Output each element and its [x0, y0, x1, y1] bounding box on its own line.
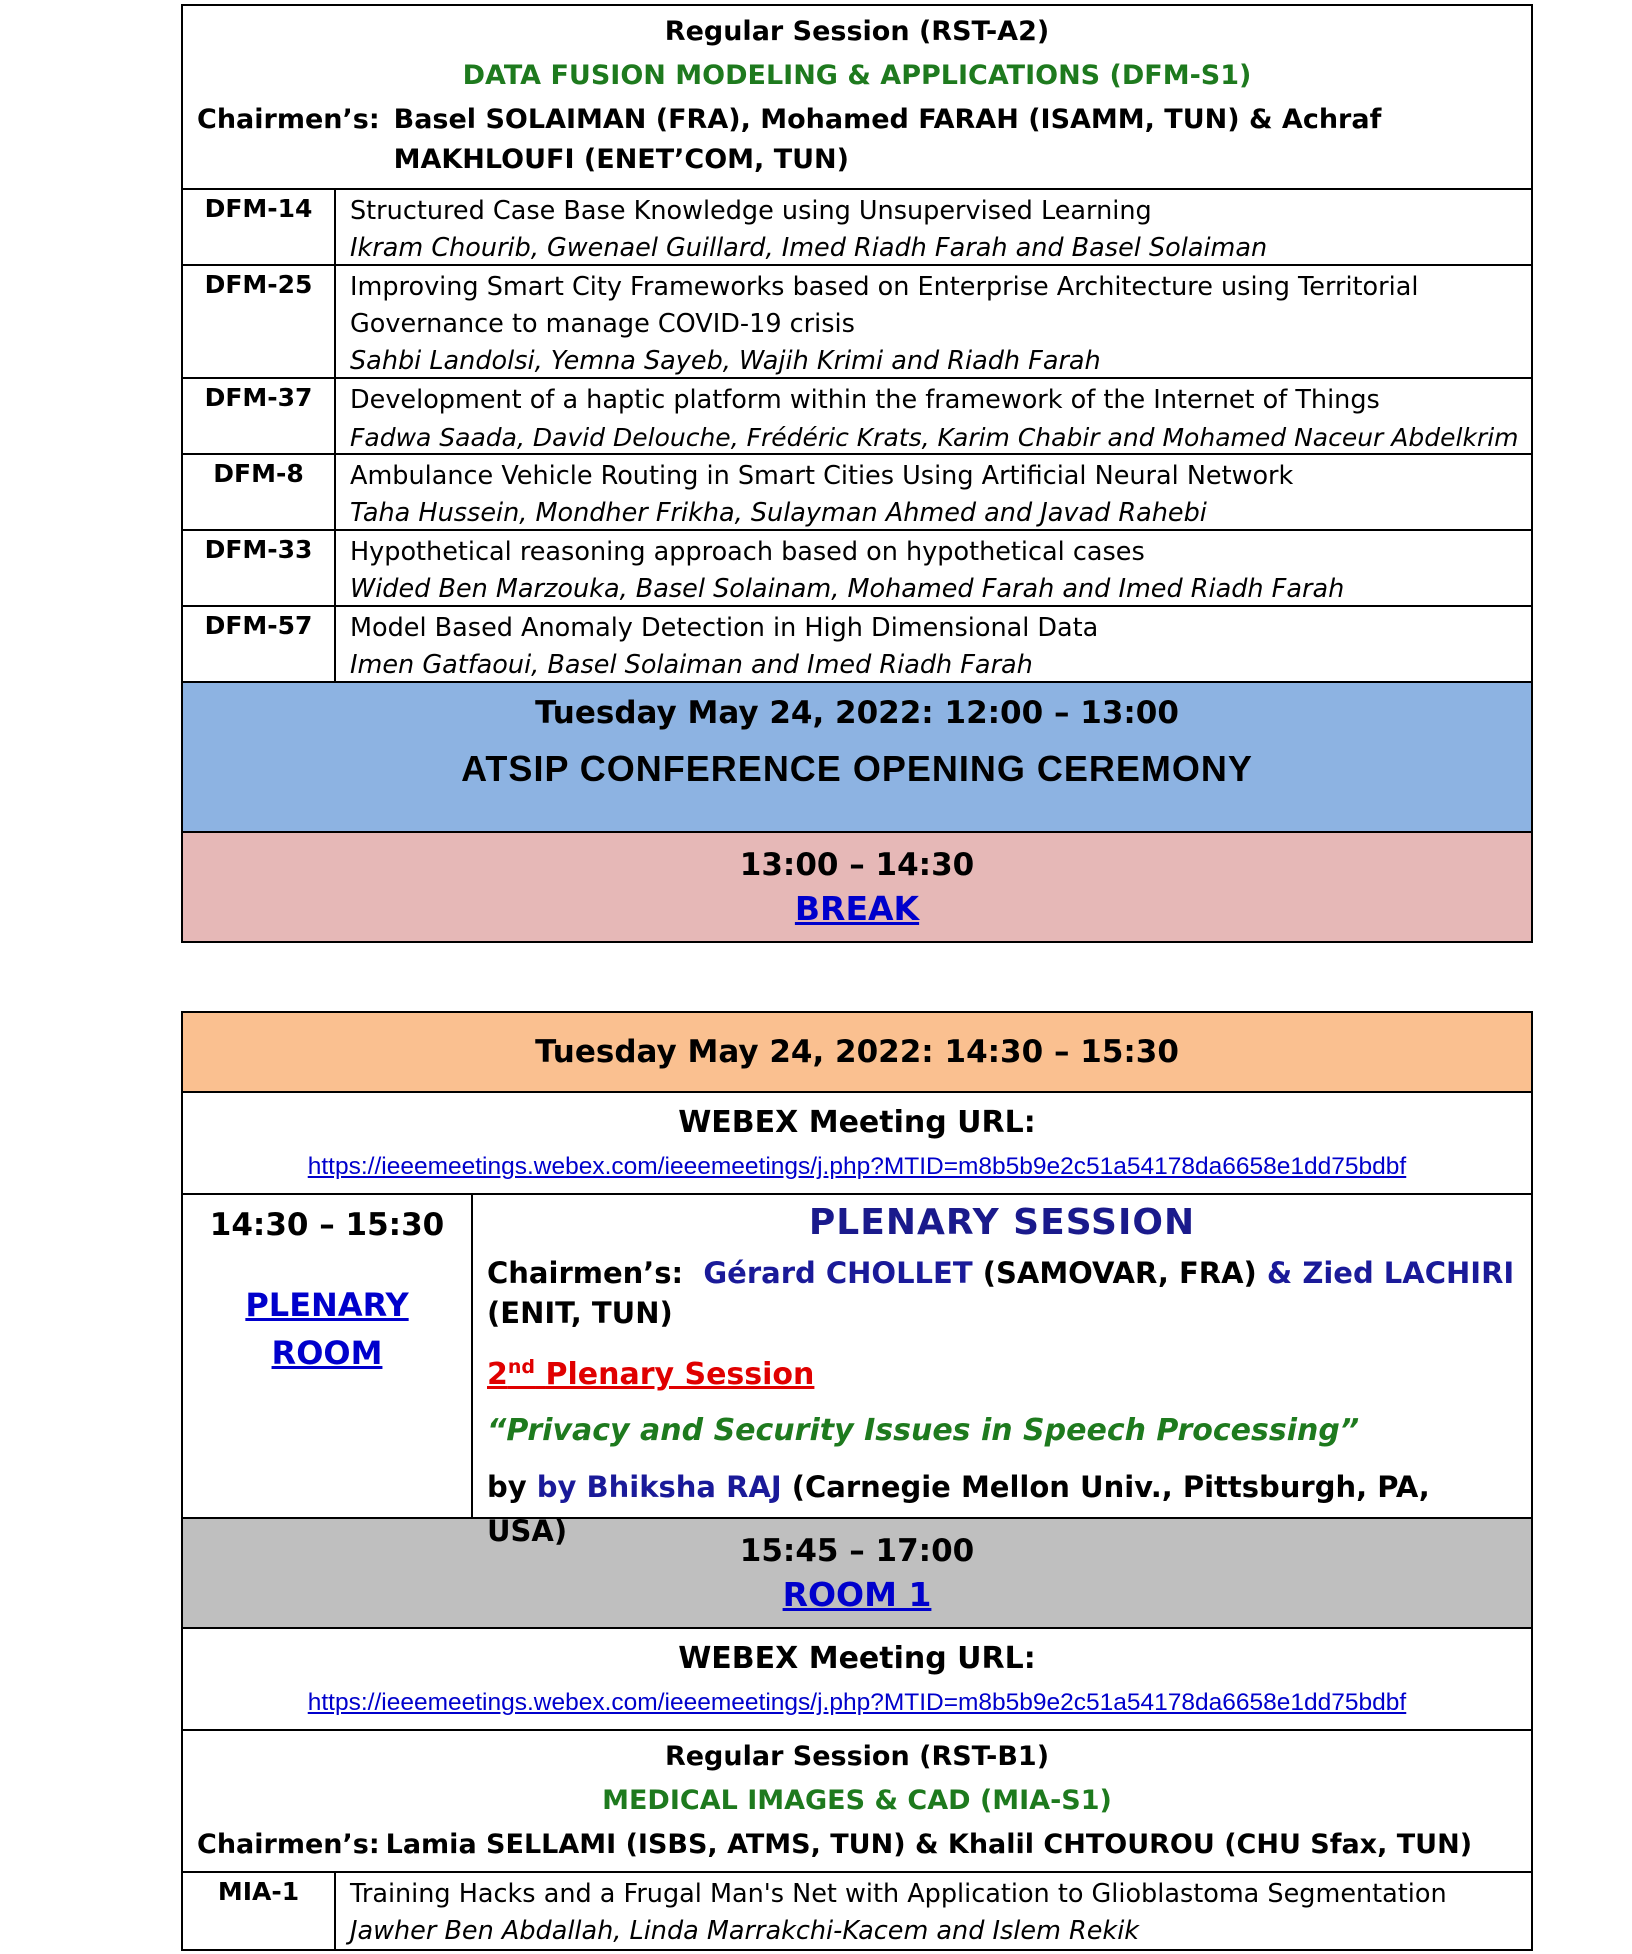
plenary-speaker: by by Bhiksha RAJ (Carnegie Mellon Univ., Pittsburgh, PA, USA) [487, 1470, 1430, 1548]
paper-title: Development of a haptic platform within the framework of the Internet of Things [350, 385, 1380, 415]
paper-row [183, 529, 1531, 605]
paper-authors: Fadwa Saada, David Delouche, Frédéric Krats, Karim Chabir and Mohamed Naceur Abdelkrim [350, 423, 1519, 452]
paper-code: MIA-1 [183, 1873, 336, 1949]
chair-names: Lamia SELLAMI (ISBS, ATMS, TUN) & Khalil CHTOUROU (CHU Sfax, TUN) [385, 1829, 1473, 1860]
paper-row [183, 1871, 1531, 1949]
chair-label: Chairmen’s: [197, 104, 380, 135]
paper-code: DFM-37 [183, 379, 336, 453]
room1-time: 15:45 – 17:00 [739, 1533, 975, 1569]
chair-names: Basel SOLAIMAN (FRA), Mohamed FARAH (ISAMM, TUN) & Achraf MAKHLOUFI (ENET’COM, TUN) [393, 104, 1382, 175]
paper-code: DFM-33 [183, 531, 336, 605]
session-header-rst-b1 [183, 1729, 1531, 1871]
schedule-table-afternoon [181, 1011, 1533, 1951]
session-title: Regular Session (RST-B1) [664, 1741, 1050, 1772]
session-chairs [197, 1825, 1517, 1865]
paper-authors: Taha Hussein, Mondher Frikha, Sulayman Ahmed and Javad Rahebi [350, 498, 1207, 528]
paper-authors: Sahbi Landolsi, Yemna Sayeb, Wajih Krimi and Riadh Farah [350, 346, 1101, 376]
paper-row [183, 453, 1531, 529]
session-track: DATA FUSION MODELING & APPLICATIONS (DFM-S1) [462, 60, 1252, 91]
paper-row [183, 605, 1531, 681]
afternoon-date: Tuesday May 24, 2022: 14:30 – 15:30 [535, 1034, 1179, 1070]
session-header-rst-a2 [183, 6, 1531, 188]
paper-authors: Wided Ben Marzouka, Basel Solainam, Mohamed Farah and Imed Riadh Farah [350, 574, 1345, 604]
webex-block [183, 1627, 1531, 1729]
schedule-table-morning [181, 4, 1533, 943]
opening-date: Tuesday May 24, 2022: 12:00 – 13:00 [535, 695, 1179, 731]
opening-ceremony-band [183, 681, 1531, 831]
break-band [183, 831, 1531, 941]
session-chairs [197, 100, 1517, 180]
webex-url-link[interactable]: https://ieeemeetings.webex.com/ieeemeetings/j.php?MTID=m8b5b9e2c51a54178da6658e1dd75bdbf [307, 1153, 1407, 1180]
session-title: Regular Session (RST-A2) [664, 16, 1050, 47]
plenary-room-link[interactable]: PLENARY ROOM [245, 1286, 409, 1372]
paper-code: DFM-25 [183, 266, 336, 377]
break-link[interactable]: BREAK [794, 889, 920, 928]
webex-label: WEBEX Meeting URL: [678, 1641, 1036, 1676]
paper-title: Training Hacks and a Frugal Man's Net with Application to Glioblastoma Segmentation [350, 1879, 1447, 1909]
plenary-chairs: Chairmen’s: Gérard CHOLLET (SAMOVAR, FRA) & Zied LACHIRI (ENIT, TUN) [487, 1256, 1515, 1330]
plenary-time: 14:30 – 15:30 [209, 1207, 445, 1243]
webex-url-link[interactable]: https://ieeemeetings.webex.com/ieeemeetings/j.php?MTID=m8b5b9e2c51a54178da6658e1dd75bdbf [307, 1689, 1407, 1716]
opening-title: ATSIP CONFERENCE OPENING CEREMONY [461, 748, 1253, 789]
afternoon-date-band [183, 1013, 1531, 1091]
plenary-heading: PLENARY SESSION [808, 1202, 1196, 1243]
paper-authors: Jawher Ben Abdallah, Linda Marrakchi-Kacem and Islem Rekik [350, 1916, 1140, 1946]
room1-link[interactable]: ROOM 1 [782, 1575, 932, 1614]
paper-code: DFM-57 [183, 607, 336, 681]
paper-authors: Imen Gatfaoui, Basel Solaiman and Imed Riadh Farah [350, 650, 1033, 680]
plenary-row [183, 1193, 1531, 1548]
paper-row [183, 188, 1531, 264]
paper-title: Improving Smart City Frameworks based on Enterprise Architecture using Territorial Governance to manage COVID-19 crisis [350, 272, 1419, 339]
chair-label: Chairmen’s: [197, 1829, 380, 1860]
webex-block [183, 1091, 1531, 1193]
paper-authors: Ikram Chourib, Gwenael Guillard, Imed Riadh Farah and Basel Solaiman [350, 233, 1268, 263]
plenary-session-number: 2nd Plenary Session [487, 1356, 815, 1392]
paper-code: DFM-14 [183, 190, 336, 264]
paper-title: Hypothetical reasoning approach based on hypothetical cases [350, 537, 1145, 567]
paper-row [183, 264, 1531, 377]
plenary-talk-title: “Privacy and Security Issues in Speech Processing” [487, 1413, 1360, 1448]
paper-title: Model Based Anomaly Detection in High Dimensional Data [350, 613, 1099, 643]
session-track: MEDICAL IMAGES & CAD (MIA-S1) [602, 1785, 1112, 1816]
paper-row [183, 377, 1531, 453]
break-time: 13:00 – 14:30 [739, 847, 975, 883]
webex-label: WEBEX Meeting URL: [678, 1105, 1036, 1140]
paper-title: Structured Case Base Knowledge using Unsupervised Learning [350, 196, 1152, 226]
paper-code: DFM-8 [183, 455, 336, 529]
paper-title: Ambulance Vehicle Routing in Smart Cities Using Artificial Neural Network [350, 461, 1294, 491]
